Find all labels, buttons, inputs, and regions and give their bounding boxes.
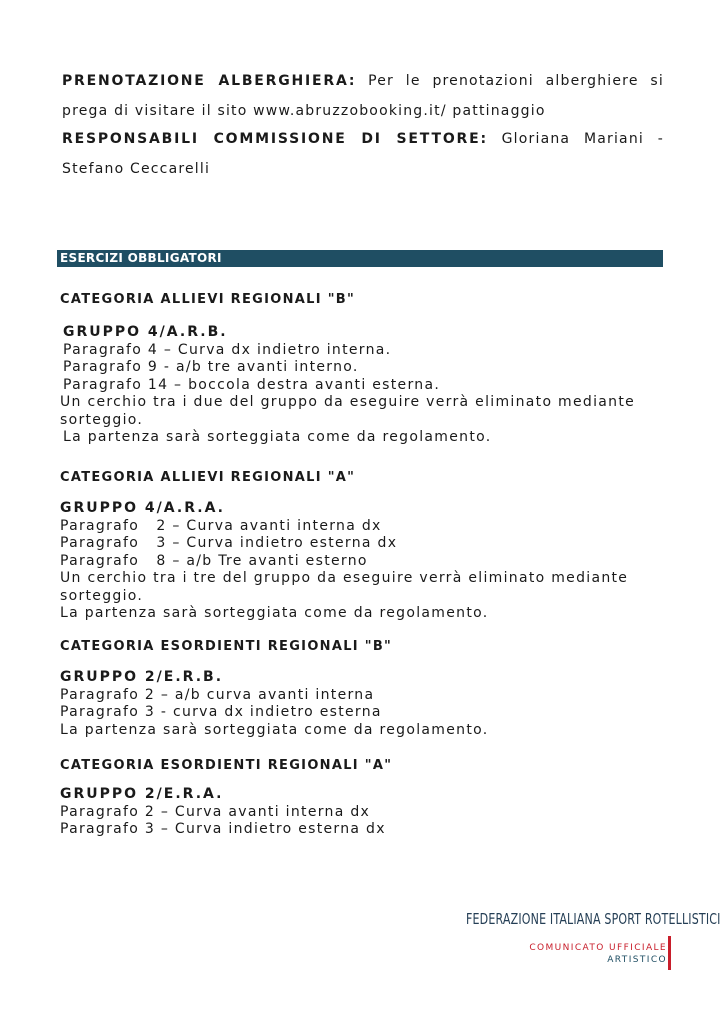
federation-name: FEDERAZIONE ITALIANA SPORT ROTELLISTICI	[466, 910, 721, 928]
exercise-line: Paragrafo 9 - a/b tre avanti interno.	[63, 359, 359, 375]
group-title: GRUPPO 4/A.R.A.	[60, 500, 225, 516]
hotel-booking-label: PRENOTAZIONE ALBERGHIERA:	[62, 73, 357, 89]
draw-note: La partenza sarà sorteggiata come da regolamento.	[63, 429, 492, 445]
exercise-line: Paragrafo 2 – Curva avanti interna dx	[60, 517, 382, 534]
elimination-note: Un cerchio tra i tre del gruppo da eseguire verrà eliminato mediante sorteggio.	[60, 570, 629, 604]
footer-accent-bar	[668, 936, 671, 970]
exercise-group	[60, 669, 680, 739]
exercise-group	[60, 324, 680, 447]
draw-note: La partenza sarà sorteggiata come da regolamento.	[60, 605, 489, 621]
sector-managers-text: Gloriana Mariani - Stefano Ceccarelli	[62, 131, 664, 177]
hotel-booking-paragraph	[62, 66, 664, 126]
draw-note: La partenza sarà sorteggiata come da regolamento.	[60, 721, 489, 738]
exercise-line: Paragrafo 2 – Curva avanti interna dx	[60, 803, 371, 820]
exercise-group	[60, 786, 680, 839]
hotel-booking-text: Per le prenotazioni alberghiere si prega di visitare il sito www.abruzzobooking.it/ pattinaggio	[62, 73, 664, 119]
category-title: CATEGORIA ALLIEVI REGIONALI "B"	[60, 292, 356, 307]
artistic-label: ARTISTICO	[607, 955, 667, 965]
sector-managers-paragraph	[62, 124, 664, 184]
exercise-line: Paragrafo 8 – a/b Tre avanti esterno	[60, 552, 368, 569]
group-title: GRUPPO 2/E.R.B.	[60, 669, 224, 685]
category-title: CATEGORIA ESORDIENTI REGIONALI "A"	[60, 758, 393, 773]
exercise-group	[60, 500, 680, 623]
category-title: CATEGORIA ESORDIENTI REGIONALI "B"	[60, 639, 393, 654]
section-header-band: ESERCIZI OBBLIGATORI	[57, 250, 663, 267]
exercise-line: Paragrafo 2 – a/b curva avanti interna	[60, 686, 375, 703]
exercise-line: Paragrafo 4 – Curva dx indietro interna.	[63, 341, 392, 358]
exercise-line: Paragrafo 3 – Curva indietro esterna dx	[60, 535, 398, 551]
sector-managers-label: RESPONSABILI COMMISSIONE DI SETTORE:	[62, 131, 488, 147]
elimination-note: Un cerchio tra i due del gruppo da eseguire verrà eliminato mediante sorteggio.	[60, 394, 636, 428]
official-communication-label: COMUNICATO UFFICIALE	[529, 943, 667, 953]
exercise-line: Paragrafo 3 – Curva indietro esterna dx	[60, 821, 386, 837]
category-title: CATEGORIA ALLIEVI REGIONALI "A"	[60, 470, 356, 485]
group-title: GRUPPO 4/A.R.B.	[63, 324, 228, 340]
exercise-line: Paragrafo 14 – boccola destra avanti esterna.	[63, 376, 441, 393]
exercise-line: Paragrafo 3 - curva dx indietro esterna	[60, 704, 382, 720]
group-title: GRUPPO 2/E.R.A.	[60, 786, 224, 802]
